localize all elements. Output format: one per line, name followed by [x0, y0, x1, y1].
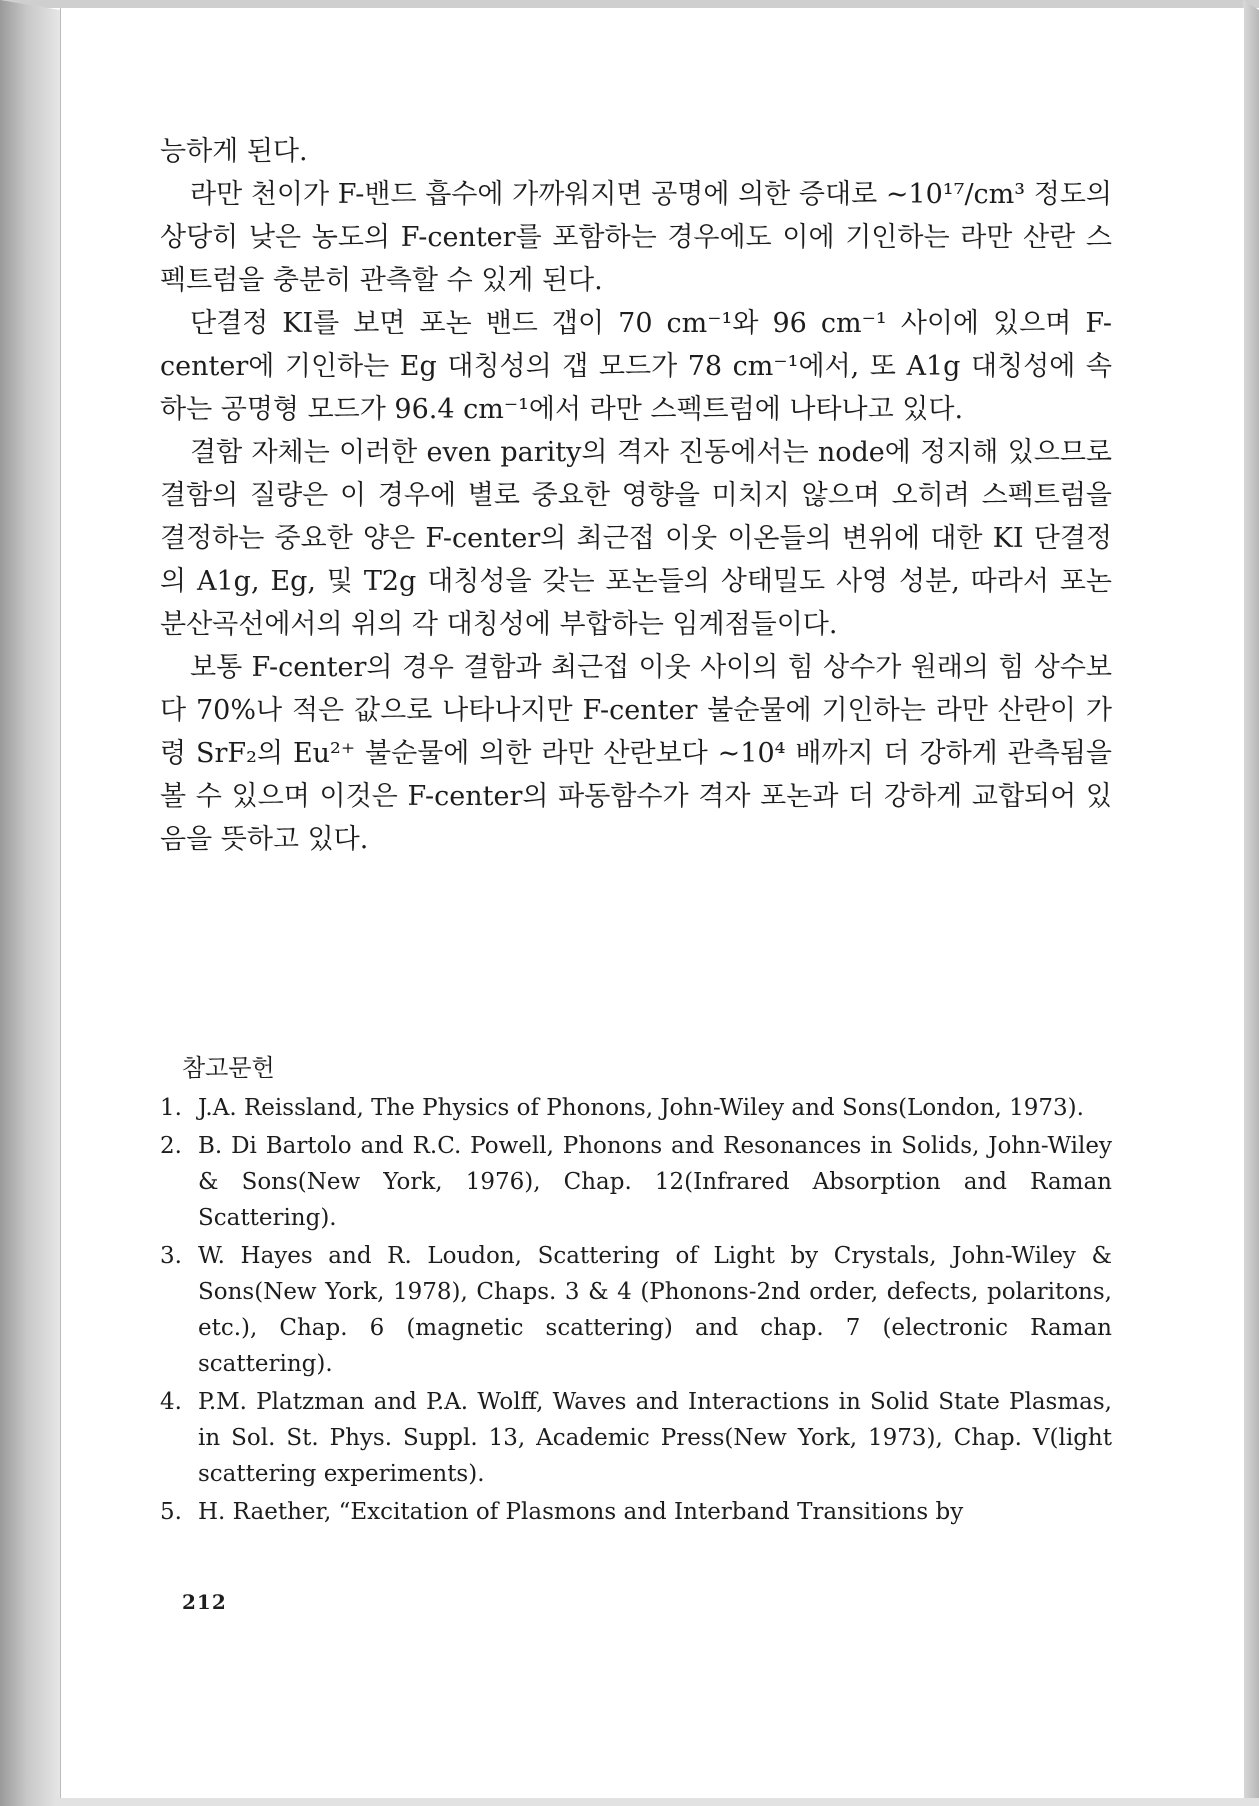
references-heading: 참고문헌 [182, 1054, 275, 1082]
reference-item [160, 1238, 1112, 1382]
reference-text: P.M. Platzman and P.A. Wolff, Waves and Interactions in Solid State Plasmas, in Sol. St. Phys. Suppl. 13, Academic Press(New York, 1973), Chap. V(light scattering experiments). [198, 1389, 1112, 1487]
reference-number: 2. [160, 1133, 182, 1159]
book-spine-edge [0, 0, 60, 1806]
reference-item [160, 1384, 1112, 1492]
reference-number: 3. [160, 1243, 182, 1269]
references-section [160, 1050, 1112, 1532]
paragraph: 보통 F-center의 경우 결함과 최근접 이웃 사이의 힘 상수가 원래의 힘 상수보다 70%나 적은 값으로 나타나지만 F-center 불순물에 기인하는 라만 산란이 가령 SrF₂의 Eu²⁺ 불순물에 의한 라만 산란보다 ~10⁴ 배까지 더 강하게 관측됨을 볼 수 있으며 이것은 F-center의 파동함수가 격자 포논과 더 강하게 교합되어 있음을 뜻하고 있다. [160, 652, 1112, 855]
reference-text: W. Hayes and R. Loudon, Scattering of Light by Crystals, John-Wiley & Sons(New York, 1978), Chaps. 3 & 4 (Phonons-2nd order, defects, polaritons, etc.), Chap. 6 (magnetic scattering) and chap. 7 (electronic Raman scattering). [198, 1243, 1112, 1377]
paragraph: 라만 천이가 F-밴드 흡수에 가까워지면 공명에 의한 증대로 ~10¹⁷/cm³ 정도의 상당히 낮은 농도의 F-center를 포함하는 경우에도 이에 기인하는 라만 산란 스펙트럼을 충분히 관측할 수 있게 된다. [160, 179, 1112, 296]
reference-text: J.A. Reissland, The Physics of Phonons, John-Wiley and Sons(London, 1973). [198, 1095, 1084, 1121]
page-number: 212 [182, 1590, 227, 1614]
paragraph: 능하게 된다. [160, 136, 308, 167]
book-right-edge [1243, 0, 1259, 1806]
reference-number: 4. [160, 1389, 182, 1415]
reference-number: 5. [160, 1499, 182, 1525]
body-text [160, 130, 1112, 861]
reference-text: B. Di Bartolo and R.C. Powell, Phonons and Resonances in Solids, John-Wiley & Sons(New York, 1976), Chap. 12(Infrared Absorption and Raman Scattering). [198, 1133, 1112, 1231]
paragraph: 결함 자체는 이러한 even parity의 격자 진동에서는 node에 정지해 있으므로 결함의 질량은 이 경우에 별로 중요한 영향을 미치지 않으며 오히려 스펙트럼을 결정하는 중요한 양은 F-center의 최근접 이웃 이온들의 변위에 대한 KI 단결정의 A1g, Eg, 및 T2g 대칭성을 갖는 포논들의 상태밀도 사영 성분, 따라서 포논 분산곡선에서의 위의 각 대칭성에 부합하는 임계점들이다. [160, 437, 1112, 640]
reference-item [160, 1128, 1112, 1236]
book-top-edge [0, 0, 1259, 8]
reference-item [160, 1494, 1112, 1530]
reference-number: 1. [160, 1095, 182, 1121]
reference-item [160, 1090, 1112, 1126]
book-bottom-edge [56, 1798, 1259, 1806]
paragraph: 단결정 KI를 보면 포논 밴드 갭이 70 cm⁻¹와 96 cm⁻¹ 사이에 있으며 F-center에 기인하는 Eg 대칭성의 갭 모드가 78 cm⁻¹에서, 또 A1g 대칭성에 속하는 공명형 모드가 96.4 cm⁻¹에서 라만 스펙트럼에 나타나고 있다. [160, 308, 1112, 425]
reference-text: H. Raether, “Excitation of Plasmons and Interband Transitions by [198, 1499, 964, 1525]
